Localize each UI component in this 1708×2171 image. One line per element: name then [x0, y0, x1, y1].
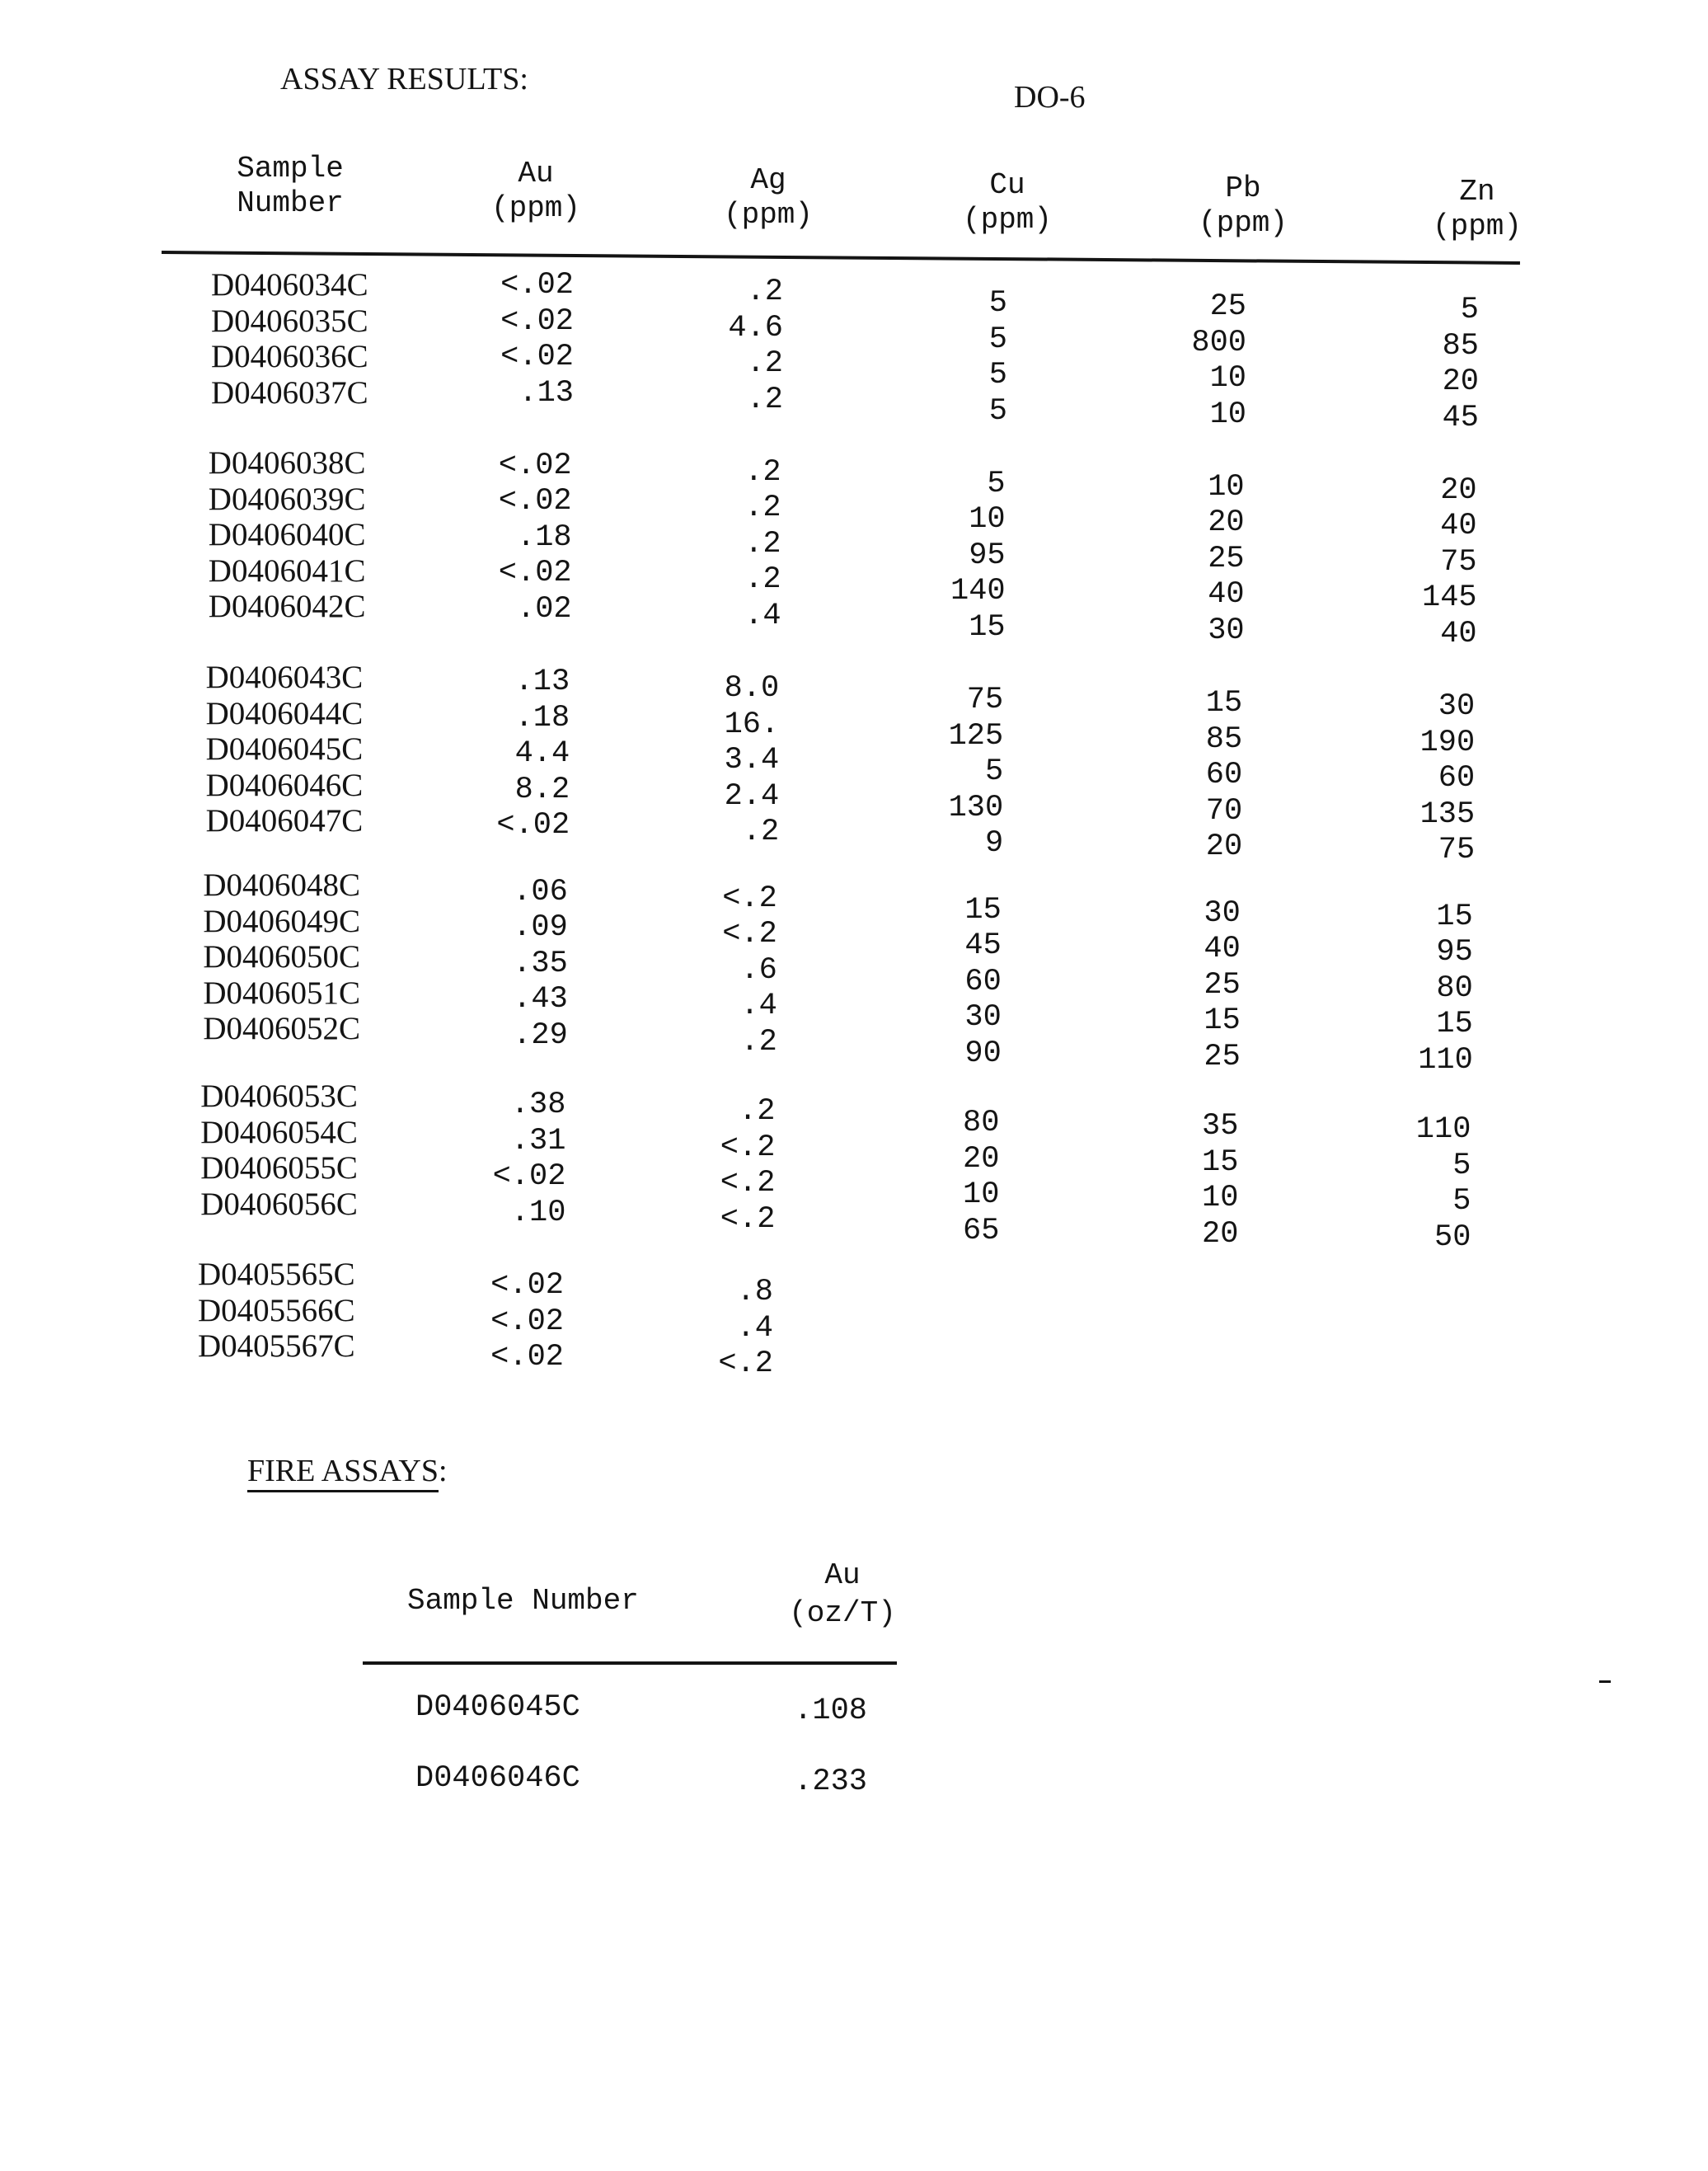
- cell-au: <.02: [498, 484, 572, 519]
- cell-ag: .2: [744, 562, 781, 598]
- cell-sample: D0406041C: [208, 552, 366, 589]
- cell-zn: 45: [1442, 400, 1479, 435]
- cell-ag: .2: [744, 526, 781, 562]
- cell-pb: 35: [1201, 1109, 1239, 1144]
- cell-sample: D0406048C: [203, 867, 361, 903]
- cell-au: .35: [513, 946, 568, 981]
- column-header-unit: (ppm): [723, 198, 814, 232]
- cell-au: 4.4: [514, 736, 570, 772]
- cell-sample: D0406051C: [203, 975, 361, 1011]
- cell-zn: 20: [1442, 364, 1479, 399]
- cell-pb: 15: [1204, 1003, 1241, 1039]
- cell-zn: 40: [1440, 616, 1477, 651]
- cell-cu: 10: [969, 502, 1006, 538]
- cell-sample: D0406053C: [200, 1078, 358, 1114]
- cell-au: <.02: [500, 340, 574, 374]
- cell-ag: 3.4: [724, 743, 780, 778]
- cell-au: .09: [513, 910, 568, 946]
- cell-pb: 10: [1201, 1181, 1239, 1216]
- cell-sample: D0406056C: [200, 1186, 358, 1222]
- cell-zn: 5: [1460, 293, 1479, 327]
- cell-au: .10: [510, 1195, 566, 1230]
- column-header-label: Sample: [237, 152, 344, 186]
- cell-sample: D0405565C: [198, 1257, 355, 1292]
- cell-pb: 25: [1204, 1039, 1241, 1074]
- cell-pb: 25: [1209, 289, 1246, 324]
- column-header-unit: (ppm): [1432, 209, 1523, 243]
- cell-sample: D0406046C: [415, 1761, 580, 1796]
- cell-au: <.02: [500, 303, 574, 339]
- cell-pb: 25: [1208, 541, 1245, 576]
- cell-au: .43: [513, 982, 568, 1017]
- cell-pb: 10: [1208, 469, 1245, 505]
- cell-pb: 85: [1205, 721, 1243, 757]
- cell-zn: 85: [1442, 328, 1479, 364]
- cell-sample: D0406045C: [205, 731, 364, 767]
- fire-assays-title: [247, 1453, 448, 1489]
- cell-au: 8.2: [514, 772, 570, 807]
- cell-cu: 5: [988, 322, 1007, 357]
- document-id: DO-6: [1014, 80, 1086, 115]
- cell-cu: 75: [966, 683, 1004, 718]
- cell-pb: 15: [1205, 686, 1243, 721]
- cell-sample: D0406043C: [205, 660, 364, 695]
- cell-au: .06: [513, 874, 568, 909]
- cell-ag: .8: [736, 1275, 773, 1309]
- cell-au: .233: [794, 1765, 867, 1799]
- cell-ag: <.2: [720, 1201, 776, 1237]
- column-header-cu: [900, 168, 1114, 237]
- cell-au: .108: [794, 1694, 867, 1728]
- cell-ag: <.2: [720, 1166, 776, 1201]
- cell-zn: 80: [1436, 970, 1473, 1006]
- cell-cu: 30: [964, 1000, 1002, 1036]
- cell-sample: D0406052C: [203, 1011, 361, 1046]
- cell-zn: 15: [1436, 1007, 1473, 1042]
- cell-ag: 16.: [724, 707, 780, 742]
- cell-zn: 110: [1418, 1042, 1473, 1078]
- cell-ag: .2: [740, 1024, 777, 1060]
- cell-ag: <.2: [718, 1346, 773, 1381]
- cell-cu: 15: [969, 609, 1006, 645]
- cell-cu: 90: [964, 1036, 1002, 1071]
- cell-sample: D0406046C: [205, 767, 364, 803]
- fire-assays-title-text: FIRE ASSAYS: [247, 1454, 439, 1492]
- column-header-zn: [1370, 175, 1584, 244]
- cell-pb: 25: [1204, 967, 1241, 1003]
- cell-zn: 75: [1438, 833, 1476, 868]
- cell-au: <.02: [490, 1268, 564, 1303]
- column-header-unit: Number: [237, 186, 344, 220]
- cell-sample: D0406050C: [203, 939, 361, 975]
- cell-pb: 20: [1208, 505, 1245, 541]
- column-header-unit: (ppm): [962, 203, 1053, 237]
- cell-sample: D0406039C: [208, 481, 366, 517]
- cell-ag: <.2: [720, 1130, 776, 1165]
- cell-sample: D0405566C: [198, 1292, 355, 1328]
- cell-cu: 9: [984, 826, 1004, 862]
- cell-sample: D0406054C: [200, 1114, 358, 1150]
- column-header-pb: [1136, 172, 1350, 241]
- cell-sample: D0406038C: [208, 445, 366, 481]
- cell-cu: 60: [964, 964, 1002, 999]
- cell-cu: 140: [950, 574, 1006, 609]
- cell-sample: D0406055C: [200, 1150, 358, 1186]
- cell-ag: .2: [746, 275, 783, 309]
- cell-sample: D0406049C: [203, 903, 361, 939]
- cell-au: <.02: [498, 448, 572, 483]
- cell-zn: 30: [1438, 689, 1476, 725]
- cell-sample: D0406040C: [208, 517, 366, 552]
- cell-cu: 5: [988, 286, 1007, 321]
- column-header-label: Cu: [989, 168, 1025, 202]
- cell-ag: .2: [746, 346, 783, 381]
- fire-column-header-sample: Sample Number: [407, 1584, 639, 1618]
- cell-cu: 10: [962, 1177, 1000, 1213]
- cell-pb: 40: [1204, 932, 1241, 967]
- column-header-label: Zn: [1459, 175, 1495, 209]
- cell-ag: .2: [744, 454, 781, 490]
- cell-sample: D0406042C: [208, 589, 366, 624]
- cell-zn: 110: [1415, 1112, 1471, 1148]
- cell-sample: D0406036C: [211, 339, 368, 374]
- cell-au: .13: [518, 375, 574, 411]
- cell-au: <.02: [490, 1340, 564, 1374]
- cell-au: .18: [516, 519, 572, 555]
- cell-zn: 60: [1438, 761, 1476, 797]
- cell-au: <.02: [496, 808, 570, 843]
- cell-pb: 60: [1205, 758, 1243, 793]
- cell-sample: D0405567C: [198, 1328, 355, 1364]
- cell-ag: <.2: [722, 881, 777, 916]
- cell-ag: .4: [740, 989, 777, 1024]
- cell-pb: 30: [1208, 613, 1245, 648]
- cell-au: .38: [510, 1088, 566, 1123]
- column-header-au: [429, 157, 643, 226]
- cell-zn: 20: [1440, 472, 1477, 508]
- cell-au: .31: [510, 1123, 566, 1158]
- cell-sample: D0406045C: [415, 1690, 580, 1725]
- cell-ag: .4: [744, 598, 781, 633]
- cell-ag: 2.4: [724, 778, 780, 814]
- cell-pb: 30: [1204, 895, 1241, 931]
- cell-cu: 5: [984, 754, 1004, 790]
- cell-ag: .2: [746, 382, 783, 417]
- fire-column-header-au: [768, 1557, 917, 1633]
- cell-zn: 75: [1440, 544, 1477, 580]
- cell-cu: 5: [988, 393, 1007, 429]
- cell-pb: 800: [1191, 325, 1246, 360]
- cell-zn: 50: [1434, 1219, 1471, 1255]
- cell-ag: .2: [744, 491, 781, 526]
- cell-cu: 45: [964, 928, 1002, 964]
- stray-mark: [1599, 1680, 1611, 1683]
- cell-au: .13: [514, 665, 570, 700]
- cell-sample: D0406037C: [211, 374, 368, 411]
- cell-pb: 20: [1205, 829, 1243, 865]
- cell-cu: 80: [962, 1106, 1000, 1141]
- cell-pb: 10: [1209, 361, 1246, 396]
- column-header-unit: (ppm): [490, 191, 581, 225]
- page-title: ASSAY RESULTS:: [280, 62, 528, 96]
- cell-au: <.02: [492, 1159, 566, 1195]
- cell-zn: 135: [1419, 797, 1476, 832]
- cell-pb: 10: [1209, 397, 1246, 432]
- column-header-label: Ag: [750, 163, 786, 197]
- cell-cu: 95: [969, 538, 1006, 573]
- cell-au: <.02: [500, 268, 574, 303]
- cell-pb: 70: [1205, 793, 1243, 829]
- cell-ag: 8.0: [724, 671, 780, 707]
- cell-au: .18: [514, 700, 570, 735]
- cell-au: <.02: [498, 556, 572, 591]
- cell-ag: 4.6: [728, 310, 783, 345]
- column-header-ag: [661, 163, 875, 233]
- cell-cu: 65: [962, 1213, 1000, 1248]
- cell-cu: 5: [987, 466, 1006, 501]
- cell-pb: 20: [1201, 1216, 1239, 1252]
- cell-zn: 40: [1440, 509, 1477, 544]
- cell-cu: 5: [988, 358, 1007, 392]
- cell-au: .29: [513, 1017, 568, 1053]
- cell-cu: 130: [948, 790, 1004, 825]
- column-header-unit: (ppm): [1198, 206, 1288, 240]
- cell-pb: 15: [1201, 1144, 1239, 1180]
- cell-sample: D0406044C: [205, 695, 364, 731]
- cell-zn: 5: [1452, 1148, 1471, 1183]
- cell-ag: <.2: [722, 917, 777, 952]
- cell-au: .02: [516, 591, 572, 627]
- table-header-rule: [162, 251, 1520, 265]
- cell-zn: 5: [1452, 1184, 1471, 1219]
- cell-sample: D0406035C: [211, 303, 368, 339]
- cell-zn: 95: [1436, 935, 1473, 970]
- cell-zn: 190: [1419, 725, 1476, 760]
- cell-zn: 145: [1421, 580, 1477, 616]
- cell-pb: 40: [1208, 577, 1245, 613]
- column-header-label: Au: [824, 1558, 861, 1592]
- cell-au: <.02: [490, 1304, 564, 1339]
- column-header-label: Pb: [1225, 172, 1261, 205]
- cell-cu: 15: [964, 892, 1002, 928]
- column-header-sample: [183, 152, 397, 221]
- cell-ag: .2: [742, 815, 780, 850]
- cell-ag: .2: [738, 1094, 776, 1130]
- fire-table-header-rule: [363, 1661, 897, 1665]
- cell-ag: .4: [736, 1310, 773, 1346]
- cell-cu: 20: [962, 1141, 1000, 1177]
- cell-sample: D0406047C: [205, 803, 364, 839]
- fire-assays-title-colon: :: [439, 1454, 448, 1488]
- column-header-label: Au: [518, 157, 554, 190]
- cell-cu: 125: [948, 718, 1004, 754]
- column-header-unit: (oz/T): [789, 1596, 896, 1630]
- cell-ag: .6: [740, 952, 777, 988]
- cell-sample: D0406034C: [211, 267, 368, 303]
- cell-zn: 15: [1436, 899, 1473, 934]
